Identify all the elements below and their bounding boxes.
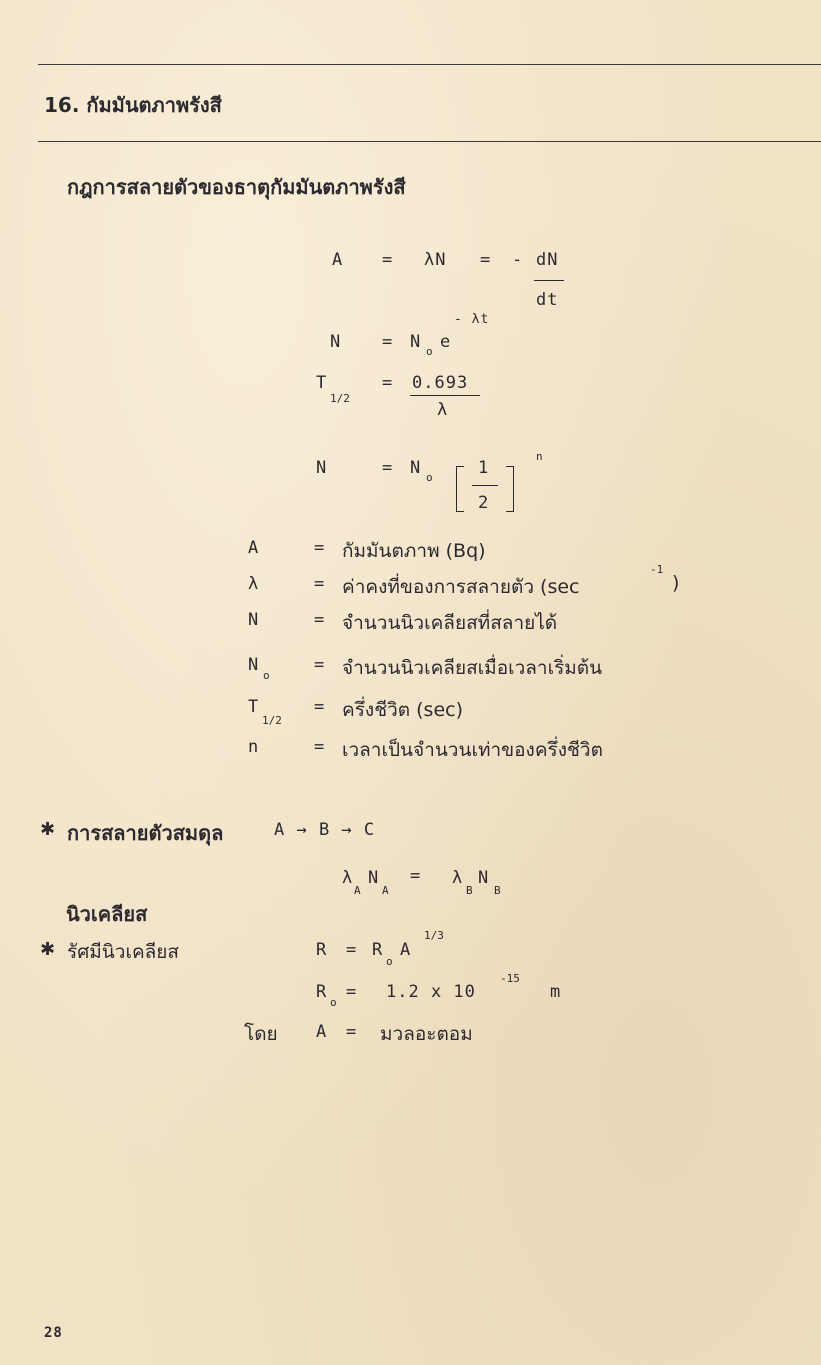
eq2-n: N <box>410 332 422 352</box>
r2-value: 1.2 x 10 <box>386 982 476 1002</box>
r1-equals: = <box>346 940 358 960</box>
nucleus-heading: นิวเคลียส <box>66 902 148 926</box>
def-t-sub: 1/2 <box>262 714 282 727</box>
r1-r0: R <box>372 940 384 960</box>
def-t-equals: = <box>314 697 326 717</box>
header-bottom-rule <box>38 141 821 142</box>
def-n0-symbol: N <box>248 655 260 675</box>
top-rule <box>38 64 821 65</box>
eq-n-b: N <box>478 868 490 888</box>
def-lambda-sup: -1 <box>650 563 664 576</box>
eq-n-b-sub: B <box>494 884 501 897</box>
eq4-n: N <box>410 458 422 478</box>
eq4-denominator: 2 <box>478 493 490 513</box>
eq4-equals: = <box>382 458 394 478</box>
eq3-denominator: λ <box>437 400 449 420</box>
nucleus-radius-label: รัศมีนิวเคลียส <box>67 941 180 963</box>
eq3-lhs: T <box>316 373 328 393</box>
def-lambda-symbol: λ <box>248 574 260 594</box>
eq1-denominator: dt <box>536 290 559 310</box>
eq4-n-sub: o <box>426 471 433 484</box>
eq3-lhs-sub: 1/2 <box>330 392 350 405</box>
by-symbol: A <box>316 1022 328 1042</box>
bullet-icon: ✱ <box>40 939 56 960</box>
def-n-symbol: N <box>248 610 260 630</box>
eq2-lhs: N <box>330 332 342 352</box>
by-text: มวลอะตอม <box>380 1023 473 1045</box>
eq1-fraction-bar <box>534 280 564 281</box>
eq1-equals-2: = <box>480 250 492 270</box>
r2-equals: = <box>346 982 358 1002</box>
eq4-right-bracket <box>506 466 514 512</box>
def-n-equals: = <box>314 610 326 630</box>
eq-lambda-b: λ <box>452 868 464 888</box>
eq2-equals: = <box>382 332 394 352</box>
def-n0-equals: = <box>314 655 326 675</box>
eq1-lhs: A <box>332 250 344 270</box>
def-n0-sub: o <box>263 669 270 682</box>
eq4-exponent: n <box>536 450 543 463</box>
eq4-fraction-bar <box>472 485 498 486</box>
eq3-equals: = <box>382 373 394 393</box>
def-t-symbol: T <box>248 697 260 717</box>
def-n-text: จำนวนนิวเคลียสที่สลายได้ <box>342 612 558 634</box>
def-n0-text: จำนวนนิวเคลียสเมื่อเวลาเริ่มต้น <box>342 657 603 679</box>
r2-lhs-sub: o <box>330 996 337 1009</box>
r1-lhs: R <box>316 940 328 960</box>
eq3-fraction-bar <box>410 395 480 396</box>
r2-unit: m <box>550 982 562 1002</box>
def-lambda-text: ค่าคงที่ของการสลายตัว (sec <box>342 576 580 598</box>
def-a-text: กัมมันตภาพ (Bq) <box>342 540 486 562</box>
def-lambda-close: ) <box>672 572 680 594</box>
by-equals: = <box>346 1022 358 1042</box>
page-number: 28 <box>44 1325 63 1341</box>
by-word: โดย <box>244 1023 278 1045</box>
def-t-text: ครึ่งชีวิต (sec) <box>342 699 463 721</box>
section-title: 16. กัมมันตภาพรังสี <box>44 93 222 117</box>
equilibrium-chain: A → B → C <box>274 820 376 840</box>
eq4-numerator: 1 <box>478 458 490 478</box>
def-a-symbol: A <box>248 538 260 558</box>
eq3-numerator: 0.693 <box>412 373 469 393</box>
def-a-equals: = <box>314 538 326 558</box>
eq-lambda-b-sub: B <box>466 884 473 897</box>
def-n-count-symbol: n <box>248 737 260 757</box>
def-n-count-text: เวลาเป็นจำนวนเท่าของครึ่งชีวิต <box>342 739 603 761</box>
subtitle: กฎการสลายตัวของธาตุกัมมันตภาพรังสี <box>67 175 406 199</box>
eq-lambda-a-sub: A <box>354 884 361 897</box>
def-n-count-equals: = <box>314 737 326 757</box>
eq1-lambda-n: λN <box>424 250 447 270</box>
equilibrium-label: การสลายตัวสมดุล <box>67 821 224 845</box>
eq-n-a: N <box>368 868 380 888</box>
r2-lhs: R <box>316 982 328 1002</box>
eq1-equals: = <box>382 250 394 270</box>
eq-lambda-a: λ <box>342 868 354 888</box>
def-lambda-equals: = <box>314 574 326 594</box>
r2-exponent: -15 <box>500 972 520 985</box>
r1-exponent: 1/3 <box>424 929 444 942</box>
eq-n-a-sub: A <box>382 884 389 897</box>
eq1-minus: - <box>512 250 524 270</box>
bullet-icon: ✱ <box>40 819 56 840</box>
eq2-e: e <box>440 332 452 352</box>
eq4-left-bracket <box>456 466 464 512</box>
eq4-lhs: N <box>316 458 328 478</box>
r1-a: A <box>400 940 412 960</box>
eq2-n-sub: o <box>426 345 433 358</box>
eq1-numerator: dN <box>536 250 559 270</box>
r1-r0-sub: o <box>386 955 393 968</box>
eq-equals: = <box>410 866 422 886</box>
eq2-exponent: - λt <box>454 312 490 327</box>
